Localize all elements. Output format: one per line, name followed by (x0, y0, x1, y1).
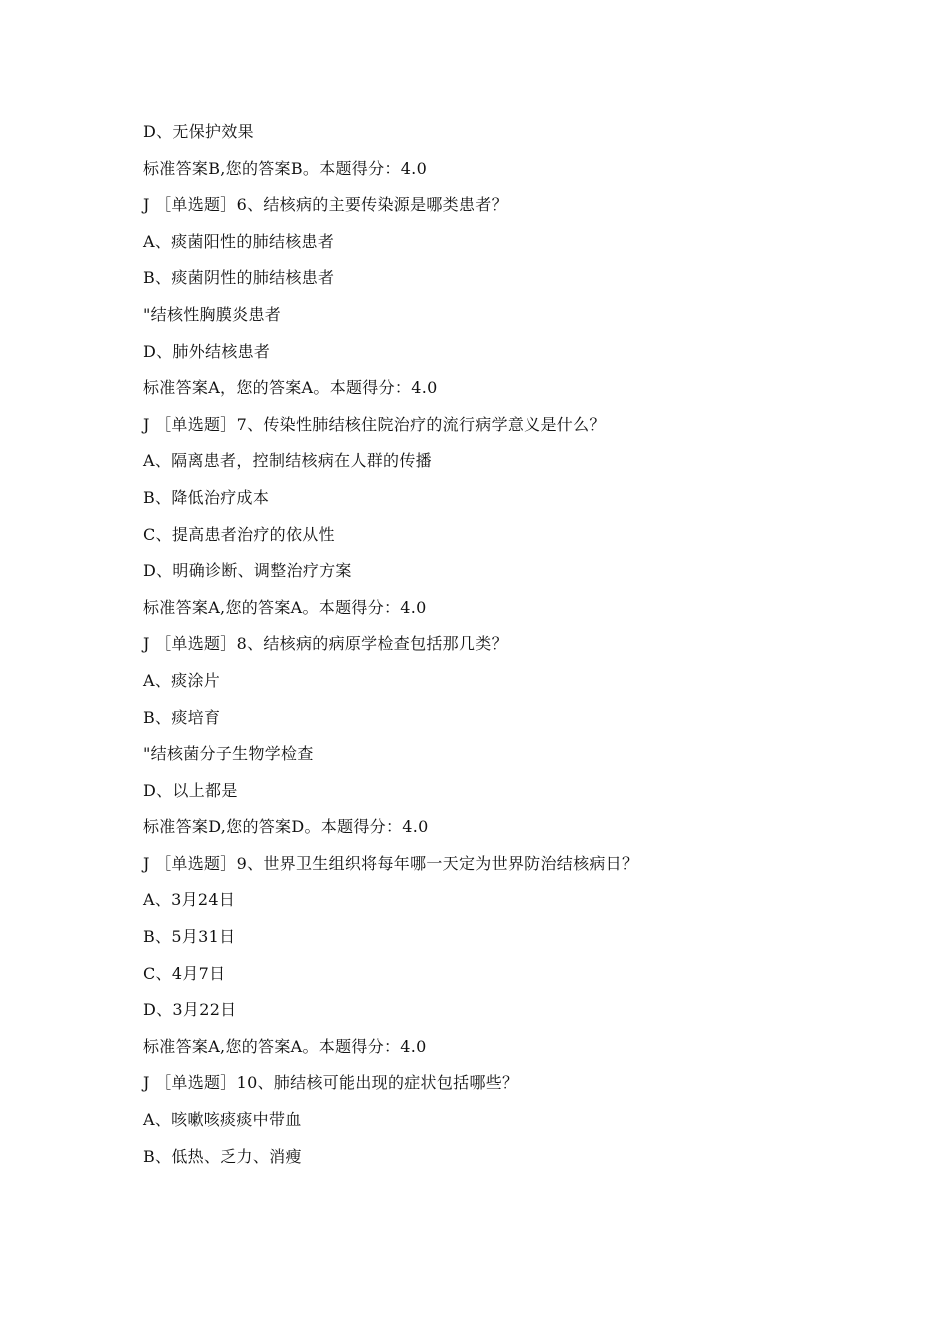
answer-line: 标准答案A,您的答案A。本题得分：4.0 (143, 597, 427, 617)
option-line: B、低热、乏力、消瘦 (143, 1146, 302, 1166)
option-line: D、明确诊断、调整治疗方案 (143, 561, 352, 581)
option-line: A、隔离患者，控制结核病在人群的传播 (143, 451, 432, 471)
question-line: J ［单选题］6、结核病的主要传染源是哪类患者？ (143, 195, 508, 215)
question-line: J ［单选题］7、传染性肺结核住院治疗的流行病学意义是什么？ (143, 414, 606, 434)
option-line: A、3月24日 (143, 890, 236, 910)
option-line: A、痰涂片 (143, 670, 221, 690)
answer-line: 标准答案A,您的答案A。本题得分：4.0 (143, 1036, 427, 1056)
answer-line: 标准答案A，您的答案A。本题得分：4.0 (143, 378, 438, 398)
option-line: D、以上都是 (143, 780, 238, 800)
option-line: B、痰菌阴性的肺结核患者 (143, 268, 335, 288)
question-line: J ［单选题］10、肺结核可能出现的症状包括哪些？ (143, 1073, 519, 1093)
option-line: C、4月7日 (143, 963, 226, 983)
question-line: J ［单选题］8、结核病的病原学检查包括那几类？ (143, 634, 508, 654)
option-line: D、无保护效果 (143, 122, 254, 141)
option-line: C、提高患者治疗的依从性 (143, 524, 335, 544)
quiz-content (143, 117, 903, 1178)
option-line: "结核性胸膜炎患者 (143, 304, 282, 324)
option-line: "结核菌分子生物学检查 (143, 744, 314, 764)
option-line: B、降低治疗成本 (143, 487, 270, 507)
option-line: B、5月31日 (143, 927, 236, 947)
option-line: B、痰培育 (143, 707, 221, 727)
answer-line: 标准答案D,您的答案D。本题得分：4.0 (143, 817, 429, 837)
option-line: A、咳嗽咳痰痰中带血 (143, 1110, 302, 1130)
option-line: D、3月22日 (143, 1000, 237, 1020)
option-line: A、痰菌阳性的肺结核患者 (143, 231, 335, 251)
question-line: J ［单选题］9、世界卫生组织将每年哪一天定为世界防治结核病日？ (143, 853, 639, 873)
answer-line: 标准答案B,您的答案B。本题得分：4.0 (143, 158, 428, 178)
option-line: D、肺外结核患者 (143, 341, 271, 361)
